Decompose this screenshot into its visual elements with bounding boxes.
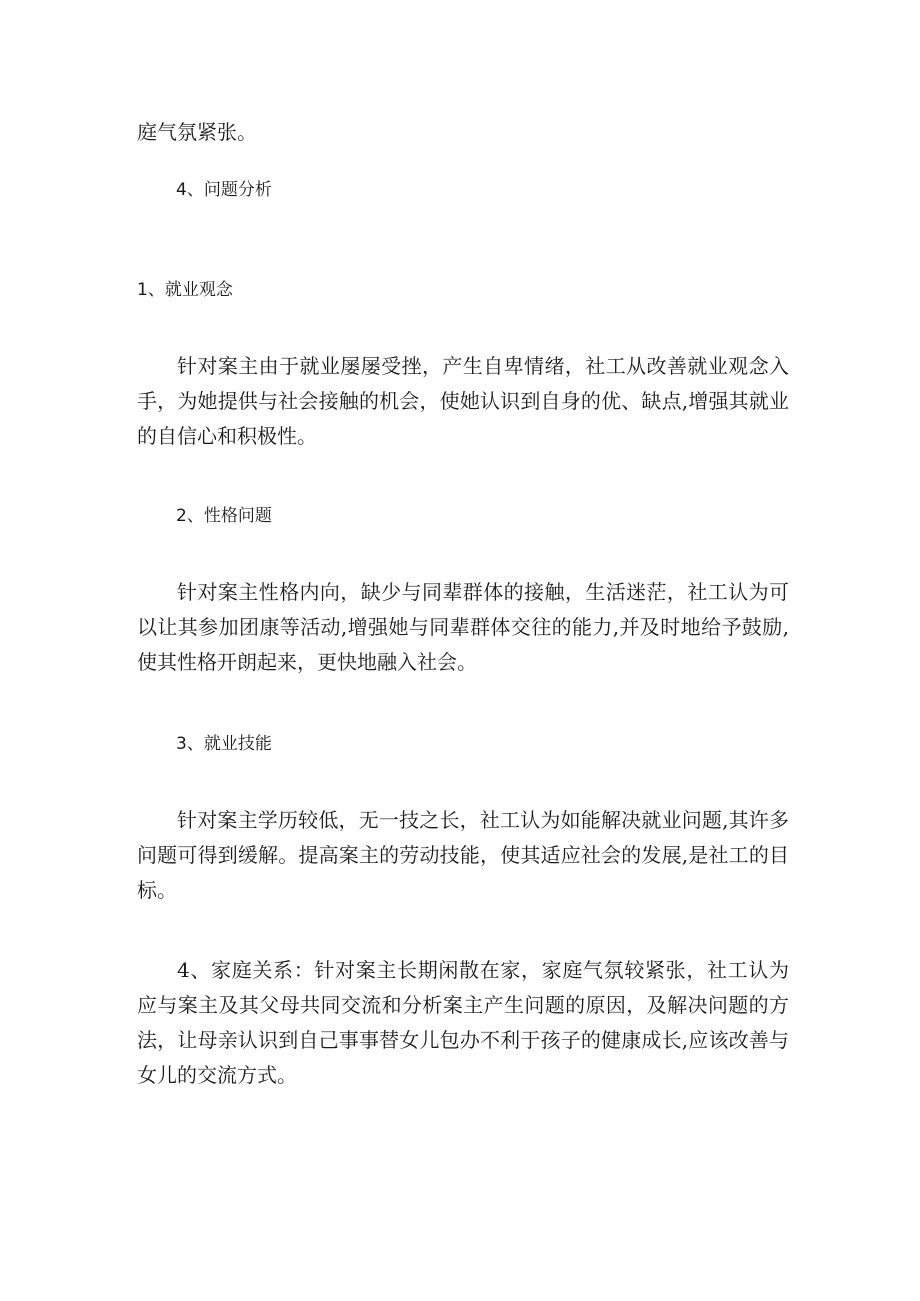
item-body-2: 针对案主性格内向，缺少与同辈群体的接触，生活迷茫，社工认为可以让其参加团康等活动,增强她与同辈群体交往的能力,并及时地给予鼓励,使其性格开朗起来，更快地融入社会。 — [137, 580, 789, 674]
section-heading: 4、问题分析 — [176, 180, 272, 200]
continuation-text: 庭气氛紧张。 — [137, 120, 257, 144]
item-heading-3: 3、就业技能 — [176, 734, 272, 754]
item-heading-1: 1、就业观念 — [137, 280, 233, 300]
family-relation-paragraph: 4、家庭关系：针对案主长期闲散在家，家庭气氛较紧张，社工认为应与案主及其父母共同交流和分析案主产生问题的原因，及解决问题的方法，让母亲认识到自己事事替女儿包办不利于孩子的健康成长,应该改善与女儿的交流方式。 — [137, 958, 789, 1087]
item-body-1: 针对案主由于就业屡屡受挫，产生自卑情绪，社工从改善就业观念入手，为她提供与社会接触的机会，使她认识到自身的优、缺点,增强其就业的自信心和积极性。 — [137, 354, 789, 448]
item-body-3: 针对案主学历较低，无一技之长，社工认为如能解决就业问题,其许多问题可得到缓解。提高案主的劳动技能，使其适应社会的发展,是社工的目标。 — [137, 808, 789, 902]
item-heading-2: 2、性格问题 — [176, 506, 272, 526]
